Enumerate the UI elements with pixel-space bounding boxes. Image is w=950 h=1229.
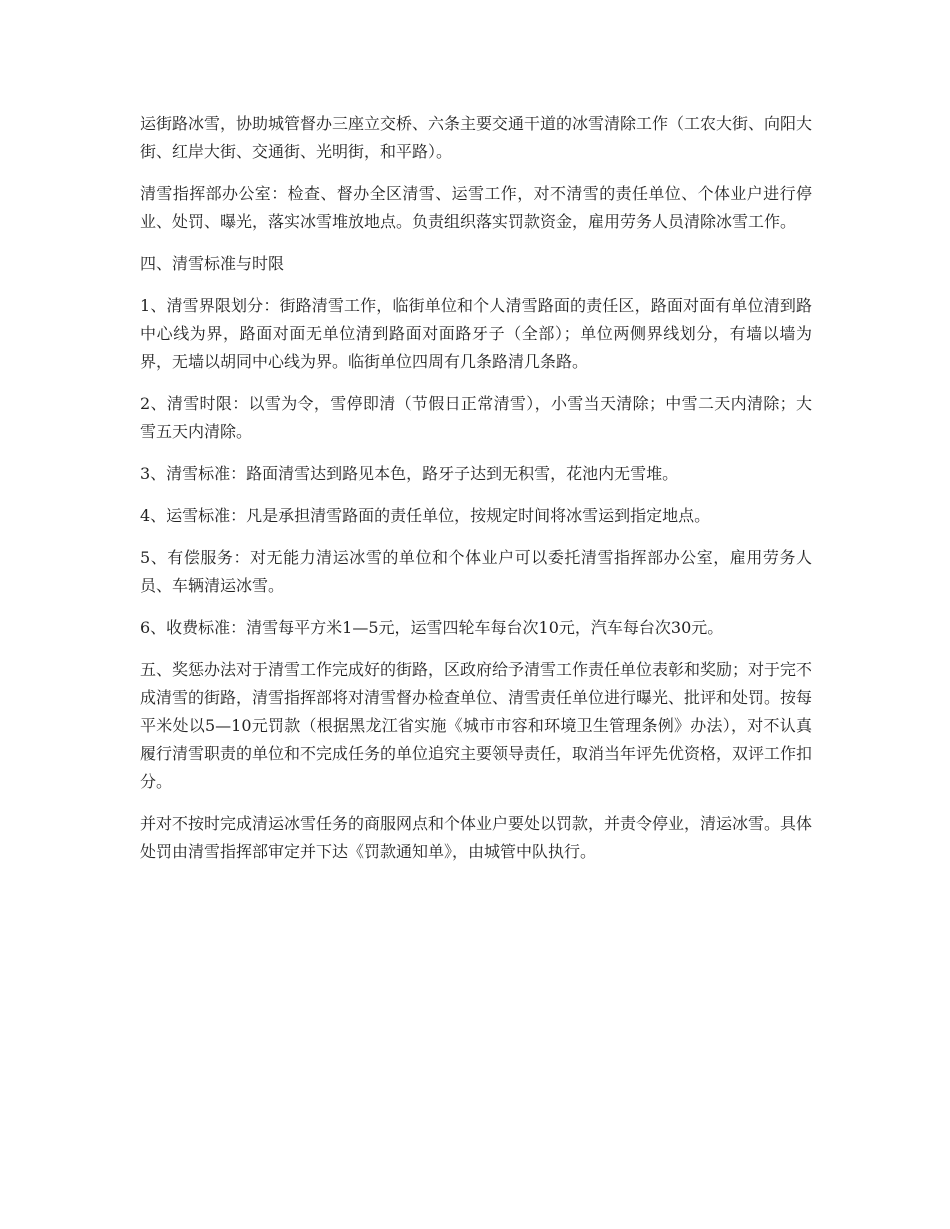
paragraph-fee-standard: 6、收费标准：清雪每平方米1—5元，运雪四轮车每台次10元，汽车每台次30元。: [140, 618, 724, 637]
paragraph-boundary-division: 1、清雪界限划分：街路清雪工作，临街单位和个人清雪路面的责任区，路面对面有单位清到路中心线为界，路面对面无单位清到路面对面路牙子（全部）；单位两侧界线划分，有墙以墙为界，无墙以胡同中心线为界。临街单位四周有几条路清几条路。: [140, 296, 812, 371]
paragraph-time-limit: 2、清雪时限：以雪为令，雪停即清（节假日正常清雪），小雪当天清除；中雪二天内清除；大雪五天内清除。: [140, 394, 812, 441]
paragraph-paid-service: 5、有偿服务：对无能力清运冰雪的单位和个体业户可以委托清雪指挥部办公室，雇用劳务人员、车辆清运冰雪。: [140, 548, 812, 595]
paragraph-road-snow-duty: 运街路冰雪，协助城管督办三座立交桥、六条主要交通干道的冰雪清除工作（工农大街、向阳大街、红岸大街、交通街、光明街，和平路）。: [140, 114, 813, 161]
section-heading-standards: 四、清雪标准与时限: [140, 254, 285, 273]
paragraph-fines-shops: 并对不按时完成清运冰雪任务的商服网点和个体业户要处以罚款，并责令停业，清运冰雪。具体处罚由清雪指挥部审定并下达《罚款通知单》，由城管中队执行。: [140, 814, 813, 861]
paragraph-command-office: 清雪指挥部办公室：检查、督办全区清雪、运雪工作，对不清雪的责任单位、个体业户进行停业、处罚、曝光，落实冰雪堆放地点。负责组织落实罚款资金，雇用劳务人员清除冰雪工作。: [140, 184, 812, 231]
paragraph-transport-standard: 4、运雪标准：凡是承担清雪路面的责任单位，按规定时间将冰雪运到指定地点。: [140, 506, 711, 525]
document-body: [140, 110, 812, 880]
paragraph-clearing-standard: 3、清雪标准：路面清雪达到路见本色，路牙子达到无积雪，花池内无雪堆。: [140, 464, 679, 483]
paragraph-rewards-penalties: 五、奖惩办法对于清雪工作完成好的街路，区政府给予清雪工作责任单位表彰和奖励；对于完不成清雪的街路，清雪指挥部将对清雪督办检查单位、清雪责任单位进行曝光、批评和处罚。按每平米处以5—10元罚款（根据黑龙江省实施《城市市容和环境卫生管理条例》办法），对不认真履行清雪职责的单位和不完成任务的单位追究主要领导责任，取消当年评先优资格，双评工作扣分。: [140, 660, 813, 791]
